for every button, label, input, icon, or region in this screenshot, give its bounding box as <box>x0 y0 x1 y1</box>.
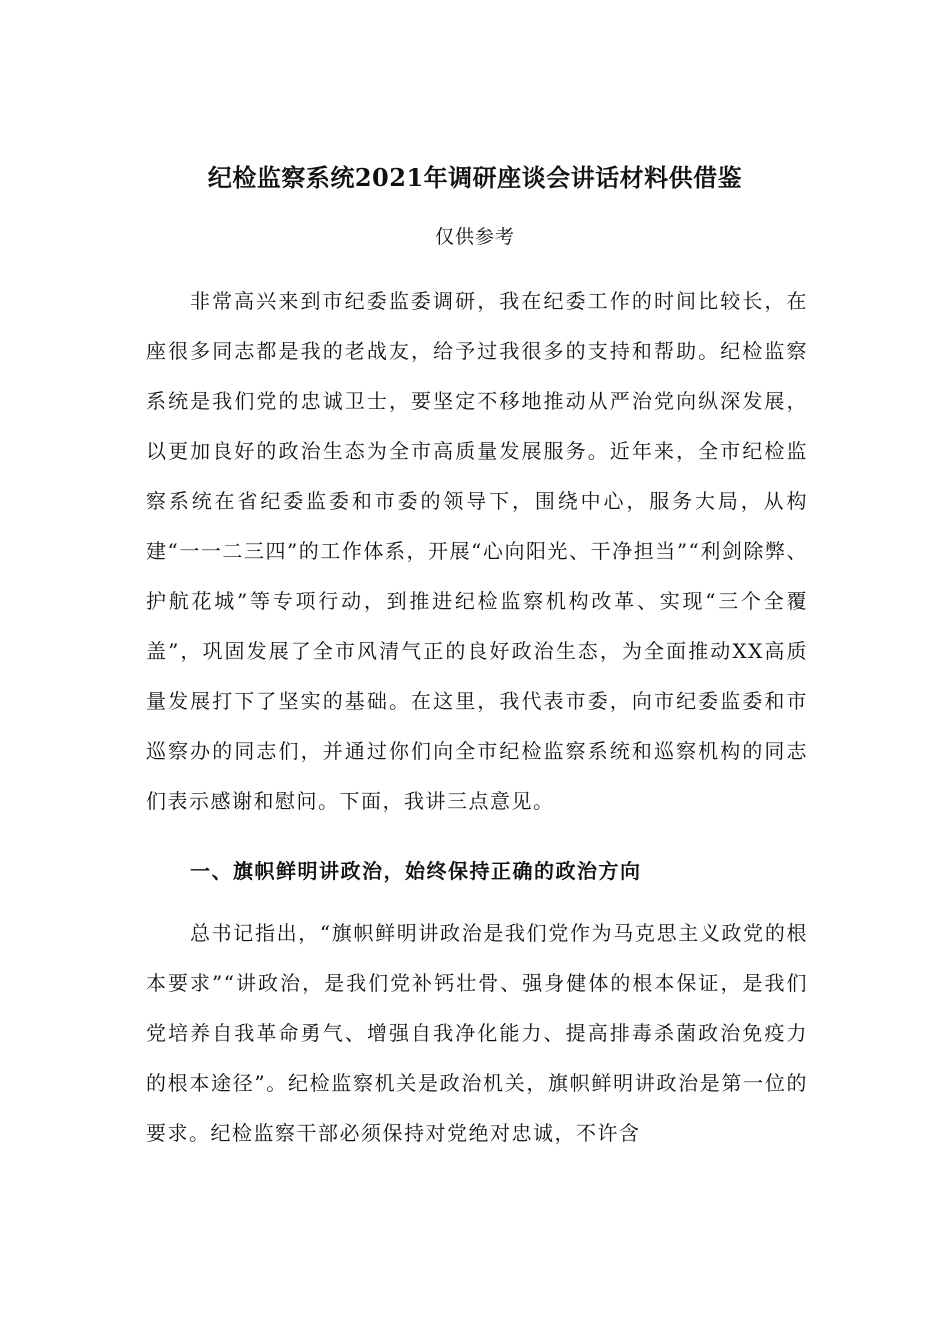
section-heading-1: 一、旗帜鲜明讲政治，始终保持正确的政治方向 <box>190 859 642 883</box>
document-subtitle: 仅供参考 <box>434 226 515 248</box>
document-body <box>146 276 808 1158</box>
paragraph-section-1: 总书记指出，“旗帜鲜明讲政治是我们党作为马克思主义政党的根本要求”“讲政治，是我们党补钙壮骨、强身健体的根本保证，是我们党培养自我革命勇气、增强自我净化能力、提高排毒杀菌政治免疫力的根本途径”。纪检监察机关是政治机关，旗帜鲜明讲政治是第一位的要求。纪检监察干部必须保持对党绝对忠诚，不许含 <box>146 921 808 1145</box>
document-title: 纪检监察系统2021年调研座谈会讲话材料供借鉴 <box>207 163 743 192</box>
paragraph-intro: 非常高兴来到市纪委监委调研，我在纪委工作的时间比较长，在座很多同志都是我的老战友，给予过我很多的支持和帮助。纪检监察系统是我们党的忠诚卫士，要坚定不移地推动从严治党向纵深发展，以更加良好的政治生态为全市高质量发展服务。近年来，全市纪检监察系统在省纪委监委和市委的领导下，围绕中心，服务大局，从构建“一一二三四”的工作体系，开展“心向阳光、干净担当”“利剑除弊、护航花城”等专项行动，到推进纪检监察机构改革、实现“三个全覆盖”，巩固发展了全市风清气正的良好政治生态，为全面推动XX高质量发展打下了坚实的基础。在这里，我代表市委，向市纪委监委和市巡察办的同志们，并通过你们向全市纪检监察系统和巡察机构的同志们表示感谢和慰问。下面，我讲三点意见。 <box>146 289 808 813</box>
